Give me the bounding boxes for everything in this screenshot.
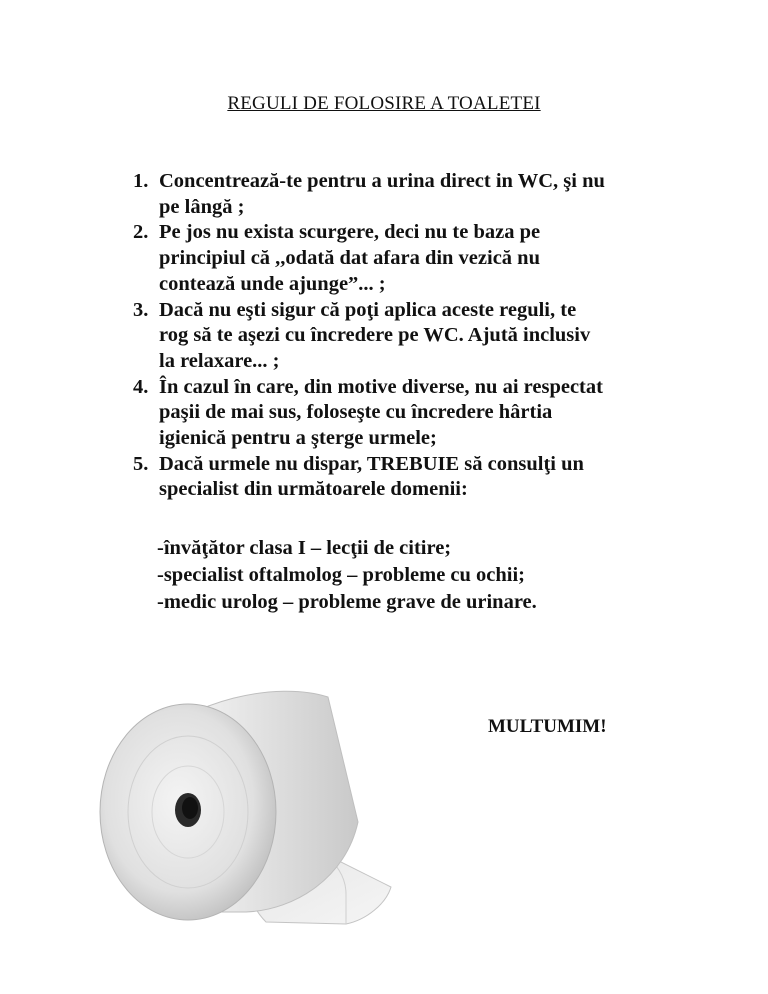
rule-number: 4. bbox=[133, 375, 149, 398]
rule-number: 1. bbox=[133, 170, 149, 192]
specialist-item: -învăţător clasa I – lecţii de citire; bbox=[157, 537, 452, 559]
specialist-item: -medic urolog – probleme grave de urinare. bbox=[157, 591, 537, 613]
specialists-list bbox=[157, 535, 537, 616]
rule-item-1 bbox=[133, 169, 693, 220]
rule-line: la relaxare... ; bbox=[159, 349, 280, 372]
rule-number: 3. bbox=[133, 298, 149, 321]
rule-line: contează unde ajunge”... ; bbox=[159, 272, 386, 295]
rule-line: Dacă nu eşti sigur că poţi aplica aceste reguli, te bbox=[159, 298, 577, 321]
closing-text: MULTUMIM! bbox=[488, 716, 607, 737]
rule-line: rog să te aşezi cu încredere pe WC. Ajută inclusiv bbox=[159, 324, 591, 347]
rule-line: Dacă urmele nu dispar, TREBUIE să consulţi un bbox=[159, 452, 584, 475]
toilet-paper-roll-icon bbox=[96, 672, 406, 942]
rule-item-4 bbox=[133, 375, 693, 452]
rule-line: pe lângă ; bbox=[159, 195, 245, 218]
rule-line: igienică pentru a şterge urmele; bbox=[159, 427, 437, 450]
rule-item-5 bbox=[133, 452, 693, 503]
rule-number: 5. bbox=[133, 452, 149, 475]
rule-line: paşii de mai sus, foloseşte cu încredere hârtia bbox=[159, 401, 553, 424]
rule-number: 2. bbox=[133, 221, 149, 244]
rule-line: În cazul în care, din motive diverse, nu ai respectat bbox=[159, 375, 603, 398]
rules-list bbox=[133, 169, 693, 503]
document-title: REGULI DE FOLOSIRE A TOALETEI bbox=[227, 93, 541, 114]
rule-line: Pe jos nu exista scurgere, deci nu te baza pe bbox=[159, 221, 541, 244]
specialist-item: -specialist oftalmolog – probleme cu ochii; bbox=[157, 564, 526, 586]
rule-item-2 bbox=[133, 220, 693, 297]
rule-line: principiul că ,,odată dat afara din vezică nu bbox=[159, 247, 540, 270]
rule-item-3 bbox=[133, 298, 693, 375]
rule-line: specialist din următoarele domenii: bbox=[159, 478, 468, 501]
rule-line: Concentrează-te pentru a urina direct in WC, şi nu bbox=[159, 170, 605, 192]
